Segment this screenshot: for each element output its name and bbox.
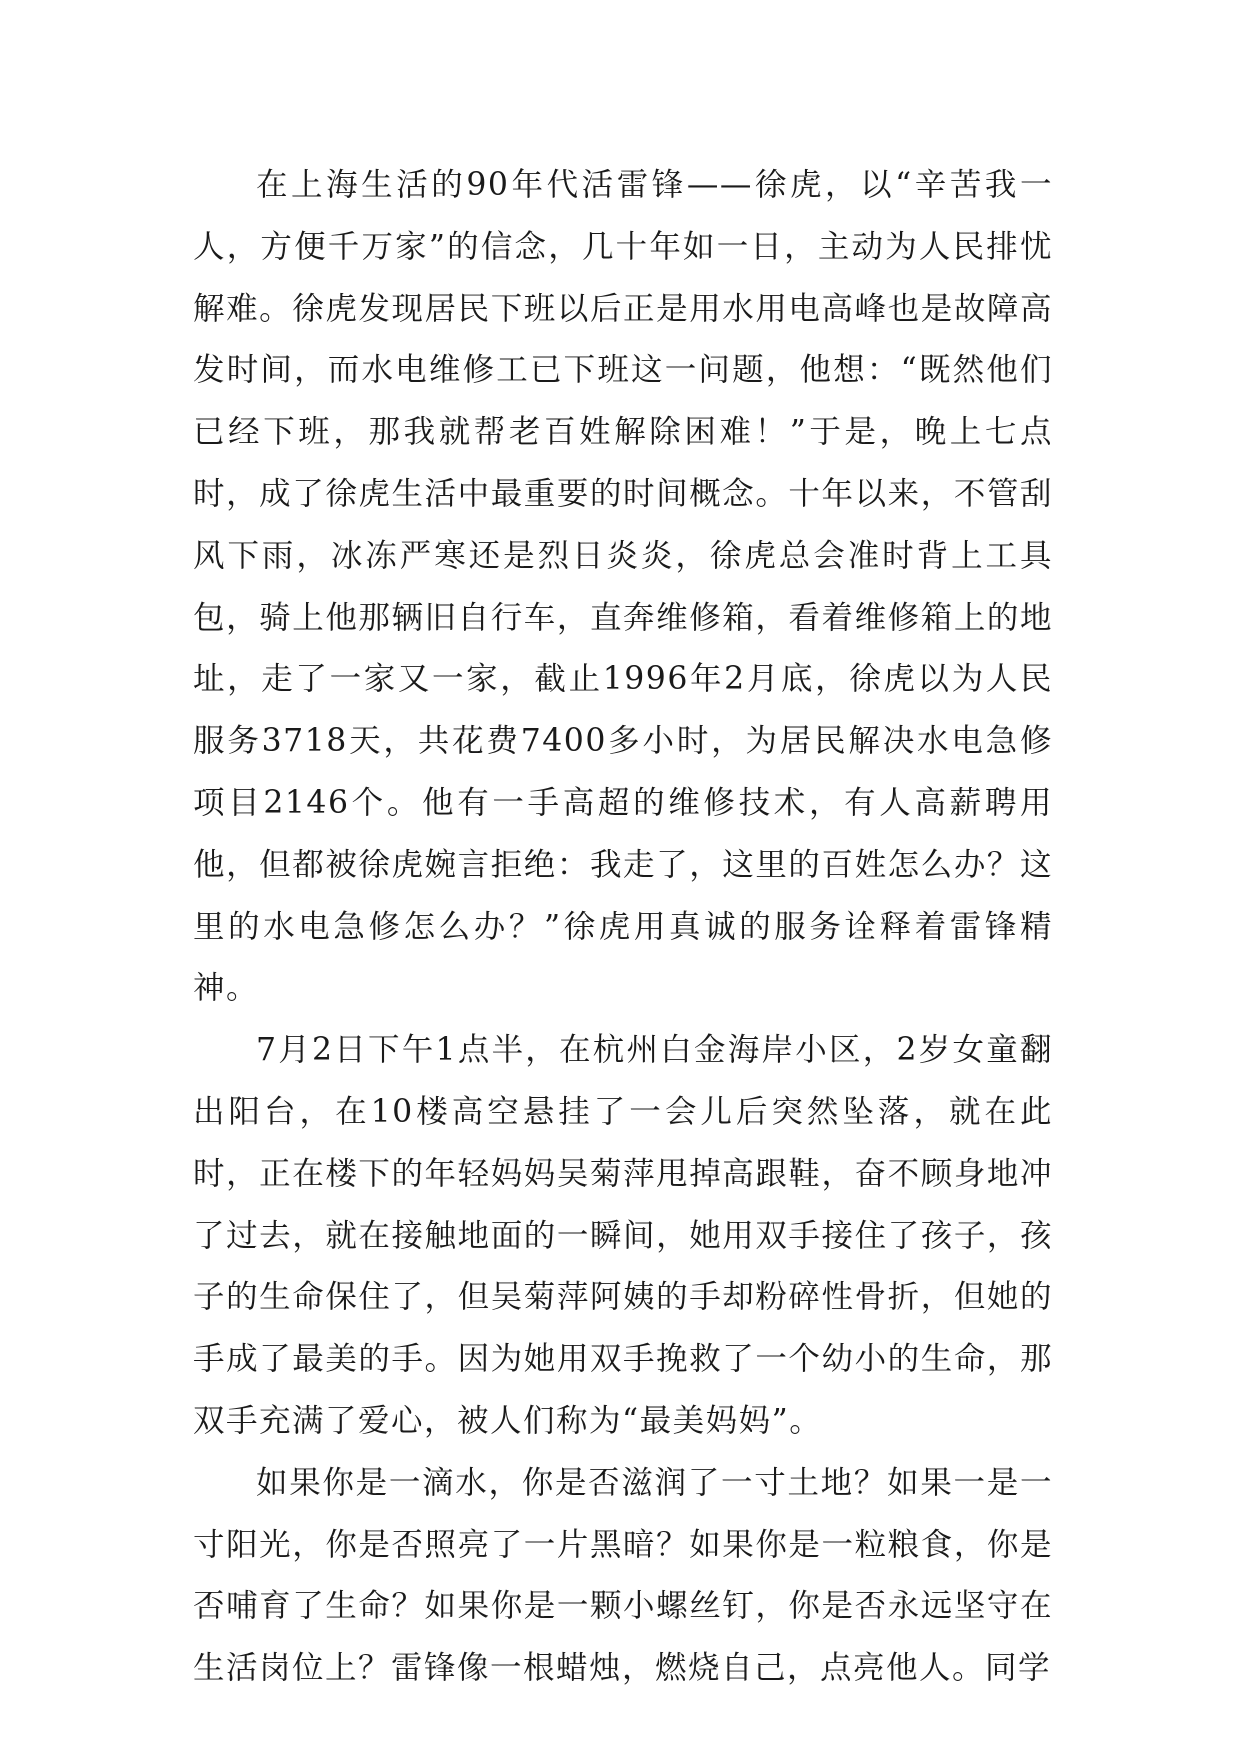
paragraph-xu-hu: 在上海生活的90年代活雷锋——徐虎，以“辛苦我一人，方便千万家”的信念，几十年如一日，主动为人民排忧解难。徐虎发现居民下班以后正是用水用电高峰也是故障高发时间，而水电维修工已下班这一问题，他想：“既然他们已经下班，那我就帮老百姓解除困难！”于是，晚上七点时，成了徐虎生活中最重要的时间概念。十年以来，不管刮风下雨，冰冻严寒还是烈日炎炎，徐虎总会准时背上工具包，骑上他那辆旧自行车，直奔维修箱，看着维修箱上的地址，走了一家又一家，截止1996年2月底，徐虎以为人民服务3718天，共花费7400多小时，为居民解决水电急修项目2146个。他有一手高超的维修技术，有人高薪聘用他，但都被徐虎婉言拒绝：我走了，这里的百姓怎么办？这里的水电急修怎么办？”徐虎用真诚的服务诠释着雷锋精神。 bbox=[193, 167, 1053, 1007]
paragraph-reflection: 如果你是一滴水，你是否滋润了一寸土地？如果一是一寸阳光，你是否照亮了一片黑暗？如果你是一粒粮食，你是否哺育了生命？如果你是一颗小螺丝钉，你是否永远坚守在生活岗位上？雷锋像一根蜡烛，燃烧自己，点亮他人。同学 bbox=[193, 1464, 1053, 1687]
paragraph-most-beautiful-mother: 7月2日下午1点半，在杭州白金海岸小区，2岁女童翻出阳台，在10楼高空悬挂了一会儿后突然坠落，就在此时，正在楼下的年轻妈妈吴菊萍甩掉高跟鞋，奋不顾身地冲了过去，就在接触地面的一瞬间，她用双手接住了孩子，孩子的生命保住了，但吴菊萍阿姨的手却粉碎性骨折，但她的手成了最美的手。因为她用双手挽救了一个幼小的生命，那双手充满了爱心，被人们称为“最美妈妈”。 bbox=[193, 1032, 1053, 1439]
document-body bbox=[193, 155, 1053, 1700]
